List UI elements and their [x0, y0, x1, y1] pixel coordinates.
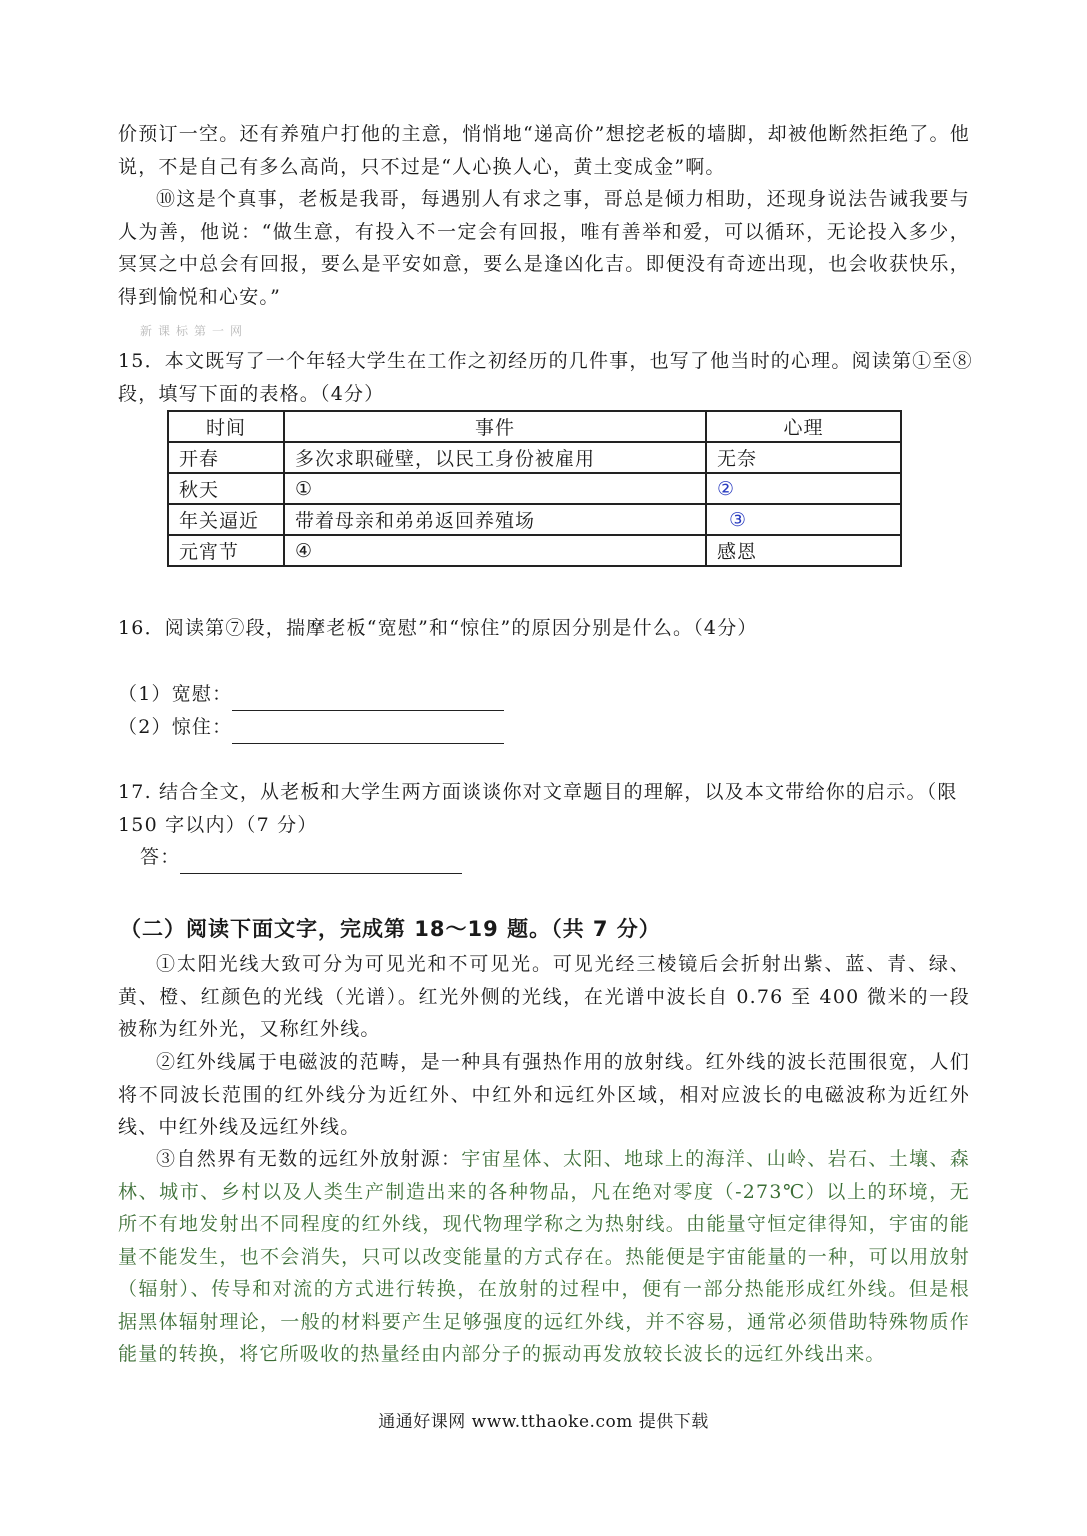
- answer-blank-1[interactable]: [232, 686, 504, 711]
- table-cell: 多次求职碰壁，以民工身份被雇用: [284, 442, 706, 473]
- question-17-answer: [140, 841, 998, 874]
- table-cell-blank-1: ①: [284, 473, 706, 504]
- table-header-event: 事件: [284, 411, 706, 442]
- table-row: [168, 442, 901, 473]
- table-cell: 感恩: [706, 535, 901, 566]
- table-cell: 元宵节: [168, 535, 284, 566]
- answer-label-17: 答：: [140, 846, 181, 868]
- table-row: [168, 473, 901, 504]
- paragraph-3-body: 宇宙星体、太阳、地球上的海洋、山岭、岩石、土壤、森林、城市、乡村以及人类生产制造出来的各种物品，凡在绝对零度（-273℃）以上的环境，无所不有地发射出不同程度的红外线，现代物理学称之为热射线。由能量守恒定律得知，宇宙的能量不能发生，也不会消失，只可以改变能量的方式存在。热能便是宇宙能量的一种，可以用放射（辐射）、传导和对流的方式进行转换，在放射的过程中，便有一部分热能形成红外线。但是根据黑体辐射理论，一般的材料要产生足够强度的远红外线，并不容易，通常必须借助特殊物质作能量的转换，将它所吸收的热量经由内部分子的振动再发放较长波长的远红外线出来。: [118, 1148, 970, 1365]
- table-header-row: [168, 411, 901, 442]
- passage-paragraph-10: ⑩这是个真事，老板是我哥，每遇别人有求之事，哥总是倾力相助，还现身说法告诫我要与人为善，他说：“做生意，有投入不一定会有回报，唯有善举和爱，可以循环，无论投入多少，冥冥之中总会有回报，要么是平安如意，要么是逢凶化吉。即便没有奇迹出现，也会收获快乐，得到愉悦和心安。”: [118, 188, 970, 308]
- section-2-paragraph-3: [118, 1143, 970, 1371]
- table-cell: 秋天: [168, 473, 284, 504]
- answer-label-2: （2）惊住：: [118, 716, 233, 738]
- question-16-answer-1: [118, 678, 976, 711]
- footer-text: 通通好课网 www.tthaoke.com 提供下载: [378, 1412, 709, 1432]
- table-cell-blank-2: ②: [706, 473, 901, 504]
- table-cell: 开春: [168, 442, 284, 473]
- question-15: 15．本文既写了一个年轻大学生在工作之初经历的几件事，也写了他当时的心理。阅读第①至⑧段，填写下面的表格。（4分）: [118, 350, 973, 405]
- passage-paragraph-9-end: 价预订一空。还有养殖户打他的主意，悄悄地“递高价”想挖老板的墙脚，却被他断然拒绝了。他说，不是自己有多么高尚，只不过是“人心换人心，黄土变成金”啊。: [118, 123, 970, 178]
- table-cell-blank-4: ④: [284, 535, 706, 566]
- table-row: [168, 504, 901, 535]
- answer-blank-2[interactable]: [232, 719, 504, 744]
- table-cell: 带着母亲和弟弟返回养殖场: [284, 504, 706, 535]
- watermark-text: 新课标第一网: [140, 324, 249, 338]
- table-row: [168, 535, 901, 566]
- question-15-table: [167, 410, 902, 567]
- table-header-time: 时间: [168, 411, 284, 442]
- question-16: 16．阅读第⑦段，揣摩老板“宽慰”和“惊住”的原因分别是什么。（4分）: [118, 617, 758, 639]
- table-header-mood: 心理: [706, 411, 901, 442]
- table-cell: 年关逼近: [168, 504, 284, 535]
- table-cell-blank-3: ③: [706, 504, 901, 535]
- section-2-paragraph-1: ①太阳光线大致可分为可见光和不可见光。可见光经三棱镜后会折射出紫、蓝、青、绿、黄、橙、红颜色的光线（光谱）。红光外侧的光线，在光谱中波长自 0.76 至 400 微米的一段被称为红外光，又称红外线。: [118, 953, 970, 1040]
- answer-blank-17[interactable]: [180, 849, 462, 874]
- section-2-paragraph-2: ②红外线属于电磁波的范畴，是一种具有强热作用的放射线。红外线的波长范围很宽，人们将不同波长范围的红外线分为近红外、中红外和远红外区域，相对应波长的电磁波称为近红外线、中红外线及远红外线。: [118, 1051, 970, 1138]
- question-17: 17. 结合全文，从老板和大学生两方面谈谈你对文章题目的理解，以及本文带给你的启示。（限 150 字以内）（7 分）: [118, 781, 958, 836]
- table-cell: 无奈: [706, 442, 901, 473]
- answer-label-1: （1）宽慰：: [118, 683, 233, 705]
- paragraph-3-lead: ③自然界有无数的远红外放射源：: [156, 1148, 462, 1170]
- section-2-title: （二）阅读下面文字，完成第 18～19 题。（共 7 分）: [120, 917, 661, 941]
- question-16-answer-2: [118, 711, 976, 744]
